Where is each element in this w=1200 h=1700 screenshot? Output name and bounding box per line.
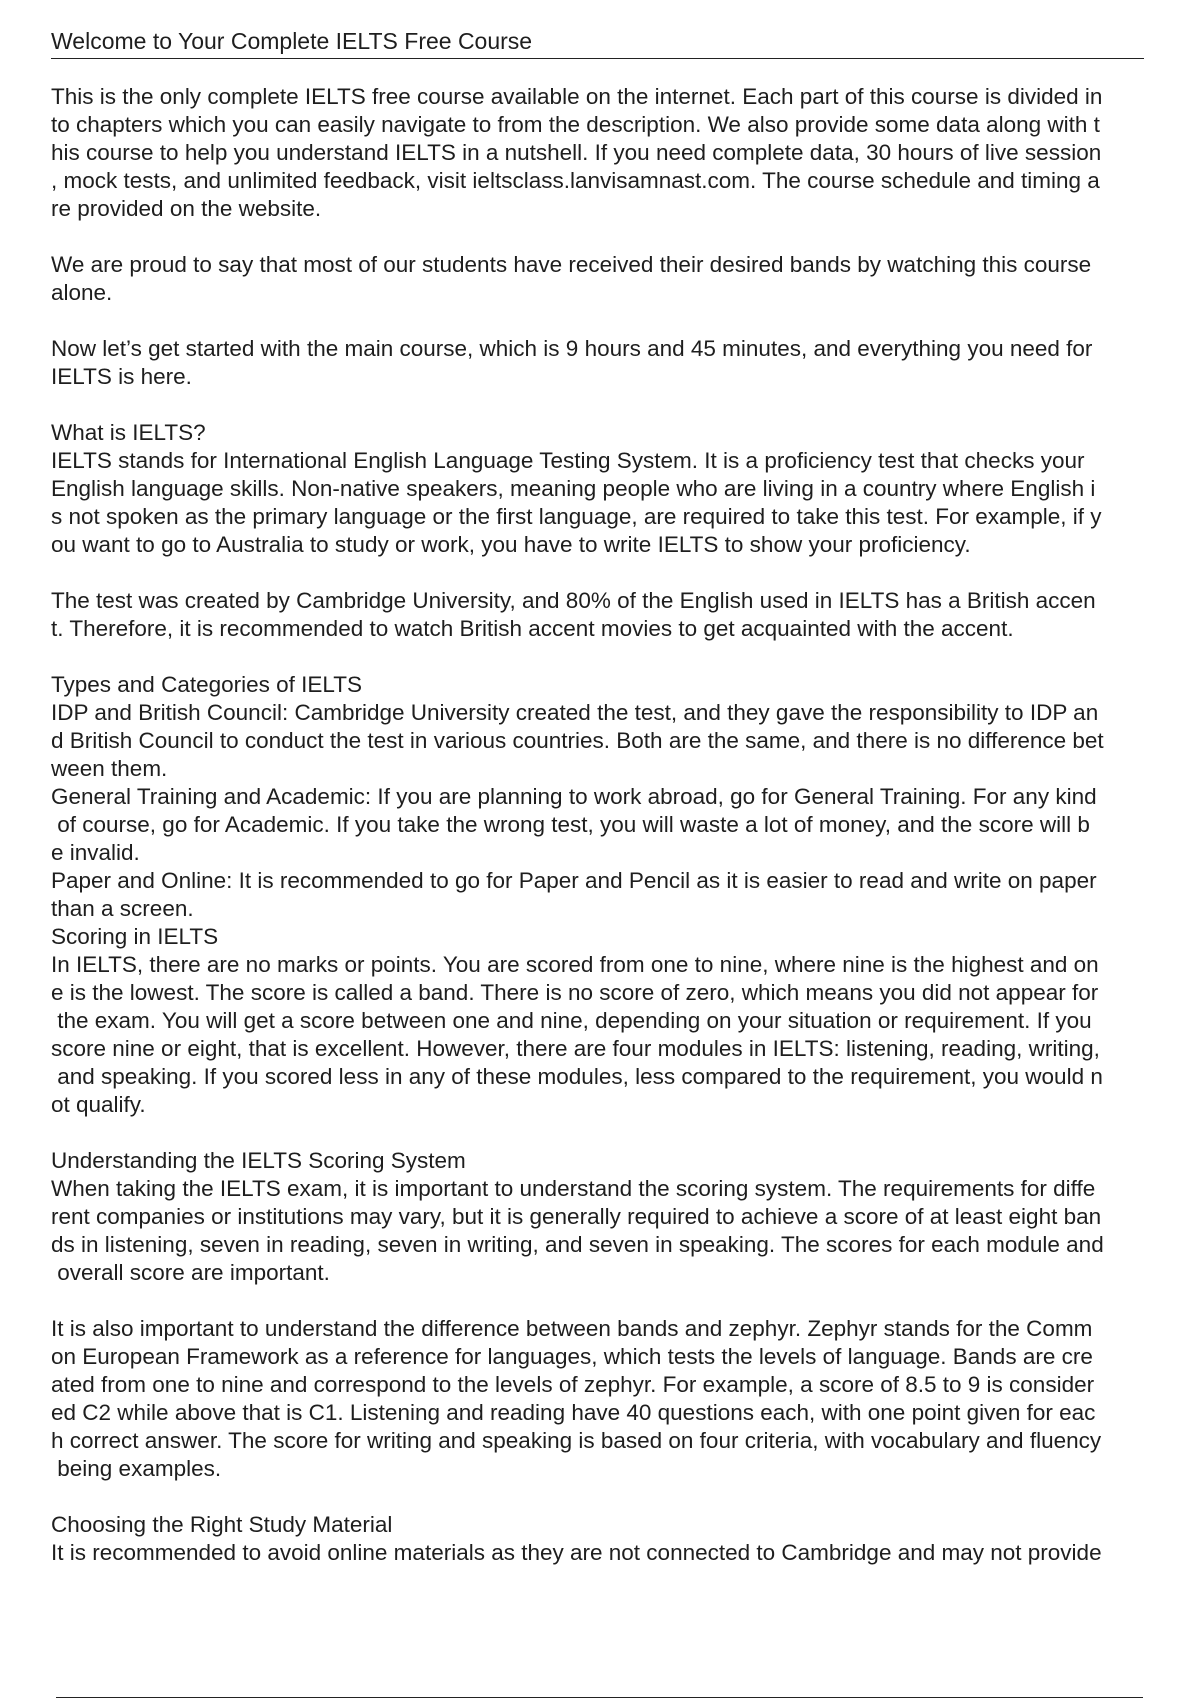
text-line: the exam. You will get a score between one and nine, depending on your situation or requirement. If you bbox=[51, 1008, 1092, 1033]
paragraph-spacer bbox=[51, 1483, 1181, 1511]
text-line: on European Framework as a reference for languages, which tests the levels of language. Bands are cre bbox=[51, 1344, 1093, 1369]
text-line: IELTS stands for International English Language Testing System. It is a proficiency test that checks your bbox=[51, 448, 1085, 473]
text-line: e is the lowest. The score is called a band. There is no score of zero, which means you did not appear for bbox=[51, 980, 1099, 1005]
text-line: IDP and British Council: Cambridge University created the test, and they gave the responsibility to IDP an bbox=[51, 700, 1099, 725]
text-line: It is also important to understand the difference between bands and zephyr. Zephyr stands for the Comm bbox=[51, 1316, 1093, 1341]
paragraph-spacer bbox=[51, 1287, 1181, 1315]
paragraph-spacer bbox=[51, 559, 1181, 587]
section-heading: Understanding the IELTS Scoring System bbox=[51, 1148, 466, 1173]
paragraph-spacer bbox=[51, 223, 1181, 251]
footer-divider bbox=[56, 1697, 1143, 1698]
text-line: It is recommended to avoid online materials as they are not connected to Cambridge and may not provide bbox=[51, 1540, 1102, 1565]
paragraph-spacer bbox=[51, 643, 1181, 671]
text-line: to chapters which you can easily navigate to from the description. We also provide some data along with t bbox=[51, 112, 1100, 137]
text-line: his course to help you understand IELTS in a nutshell. If you need complete data, 30 hours of live session bbox=[51, 140, 1102, 165]
text-line: ot qualify. bbox=[51, 1092, 146, 1117]
text-line: Paper and Online: It is recommended to go for Paper and Pencil as it is easier to read and write on paper bbox=[51, 868, 1097, 893]
text-line: This is the only complete IELTS free course available on the internet. Each part of this course is divided in bbox=[51, 84, 1103, 109]
text-line: Now let’s get started with the main course, which is 9 hours and 45 minutes, and everything you need for bbox=[51, 336, 1093, 361]
text-line: IELTS is here. bbox=[51, 364, 192, 389]
text-line: s not spoken as the primary language or the first language, are required to take this test. For example, if y bbox=[51, 504, 1102, 529]
text-line: than a screen. bbox=[51, 896, 194, 921]
text-line: The test was created by Cambridge University, and 80% of the English used in IELTS has a British accen bbox=[51, 588, 1096, 613]
text-line: score nine or eight, that is excellent. However, there are four modules in IELTS: listening, reading, writing, bbox=[51, 1036, 1100, 1061]
text-line: of course, go for Academic. If you take the wrong test, you will waste a lot of money, and the score will b bbox=[51, 812, 1090, 837]
text-line: In IELTS, there are no marks or points. You are scored from one to nine, where nine is the highest and on bbox=[51, 952, 1099, 977]
text-line: and speaking. If you scored less in any of these modules, less compared to the requirement, you would n bbox=[51, 1064, 1103, 1089]
document-page bbox=[51, 26, 1181, 1567]
text-line: English language skills. Non-native speakers, meaning people who are living in a country where English i bbox=[51, 476, 1096, 501]
section-heading: What is IELTS? bbox=[51, 420, 206, 445]
text-line: t. Therefore, it is recommended to watch British accent movies to get acquainted with the accent. bbox=[51, 616, 1014, 641]
text-line: alone. bbox=[51, 280, 113, 305]
text-line: ou want to go to Australia to study or work, you have to write IELTS to show your proficiency. bbox=[51, 532, 971, 557]
paragraph-spacer bbox=[51, 307, 1181, 335]
section-heading: Types and Categories of IELTS bbox=[51, 672, 363, 697]
text-line: e invalid. bbox=[51, 840, 140, 865]
text-line: , mock tests, and unlimited feedback, visit ieltsclass.lanvisamnast.com. The course schedule and timing a bbox=[51, 168, 1100, 193]
paragraph-spacer bbox=[51, 1119, 1181, 1147]
text-line: being examples. bbox=[51, 1456, 222, 1481]
text-line: rent companies or institutions may vary, but it is generally required to achieve a score of at least eight ban bbox=[51, 1204, 1102, 1229]
section-heading: Scoring in IELTS bbox=[51, 924, 219, 949]
text-line: h correct answer. The score for writing and speaking is based on four criteria, with vocabulary and fluency bbox=[51, 1428, 1102, 1453]
text-line: ds in listening, seven in reading, seven in writing, and seven in speaking. The scores for each module and bbox=[51, 1232, 1104, 1257]
text-line: re provided on the website. bbox=[51, 196, 322, 221]
text-line: ed C2 while above that is C1. Listening and reading have 40 questions each, with one point given for eac bbox=[51, 1400, 1096, 1425]
text-line: We are proud to say that most of our students have received their desired bands by watching this course bbox=[51, 252, 1092, 277]
text-line: d British Council to conduct the test in various countries. Both are the same, and there is no difference bet bbox=[51, 728, 1104, 753]
document-title: Welcome to Your Complete IELTS Free Course bbox=[51, 26, 1144, 59]
document-body bbox=[51, 83, 1181, 1567]
text-line: ween them. bbox=[51, 756, 168, 781]
text-line: ated from one to nine and correspond to the levels of zephyr. For example, a score of 8.5 to 9 is consider bbox=[51, 1372, 1095, 1397]
text-line: General Training and Academic: If you are planning to work abroad, go for General Training. For any kind bbox=[51, 784, 1097, 809]
section-heading: Choosing the Right Study Material bbox=[51, 1512, 393, 1537]
paragraph-spacer bbox=[51, 391, 1181, 419]
text-line: When taking the IELTS exam, it is important to understand the scoring system. The requirements for diffe bbox=[51, 1176, 1096, 1201]
text-line: overall score are important. bbox=[51, 1260, 330, 1285]
